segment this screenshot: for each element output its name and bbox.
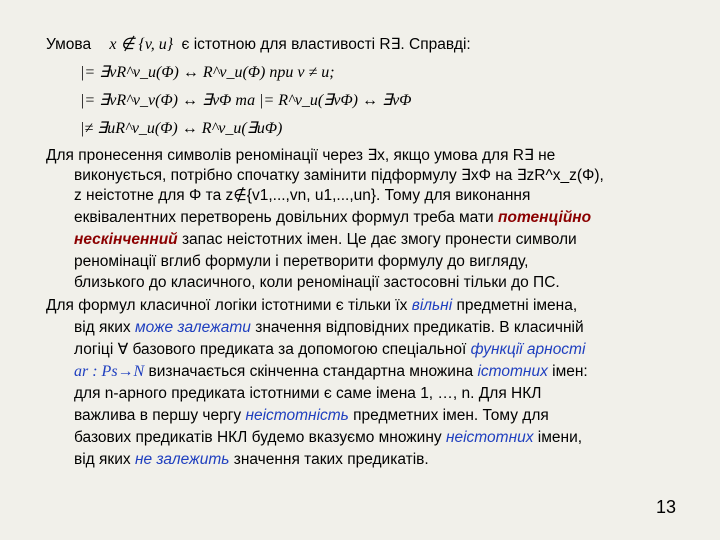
para2-text-13: значення таких предикатів. <box>229 451 429 468</box>
para2-text-1: Для формул класичної логіки істотними є тільки їх <box>46 297 408 314</box>
formula-2: |= ∃vR^v_v(Φ) ↔ ∃vΦ та |= R^v_u(∃vΦ) ↔ ∃vΦ <box>80 92 412 109</box>
para2-line-4 <box>74 362 588 382</box>
para2-text-10: базових предикатів НКЛ будемо вказуємо множину <box>74 429 442 446</box>
para2-line-8 <box>74 450 429 470</box>
para2-line-6 <box>74 406 549 426</box>
term-mozhe-zalezhaty: може залежати <box>134 319 251 336</box>
para2-line-1 <box>46 296 577 316</box>
para2-line-5: для n-арного предиката істотними є саме імена 1, …, n. Для НКЛ <box>74 385 542 402</box>
term-neistotnist: неістотність <box>245 407 349 424</box>
term-funktsii-arnosti: функції арності <box>470 341 586 358</box>
para2-text-6: визначається скінченна стандартна множина <box>144 363 474 380</box>
para2-text-9: предметних імен. Тому для <box>348 407 549 424</box>
para2-text-11: імени, <box>533 429 583 446</box>
para1-line-6: реномінації вглиб формули і перетворити формулу до вигляду, <box>74 253 529 270</box>
term-neistotnykh: неістотних <box>445 429 534 446</box>
term-potentsiyno: потенційно <box>498 209 592 226</box>
para1-line-1: Для пронесення символів реномінації через ∃x, якщо умова для R∃ не <box>46 147 556 164</box>
para2-text-12: від яких <box>74 451 131 468</box>
para2-line-7 <box>74 428 582 448</box>
para2-text-7: імен: <box>547 363 588 380</box>
para2-text-2: предметні імена, <box>452 297 578 314</box>
para1-line-4-text: еквівалентних перетворень довільних формул треба мати <box>74 209 494 226</box>
para2-text-5: логіці ∀ базового предиката за допомогою спеціальної <box>74 341 467 358</box>
term-ne-zalezhyt: не залежить <box>134 451 230 468</box>
formula-3: |≠ ∃uR^v_u(Φ) ↔ R^v_u(∃uΦ) <box>80 120 283 137</box>
para1-line-7: близького до класичного, коли реномінації застосовні тільки до ПС. <box>74 274 560 291</box>
term-neskinchennyi: нескінченний <box>74 231 178 248</box>
condition-prefix: Умова <box>46 36 92 53</box>
term-ar-ps-n: ar : Ps→N <box>74 363 145 380</box>
para2-text-4: значення відповідних предикатів. В класичній <box>250 319 584 336</box>
para1-line-2: виконується, потрібно спочатку замінити підформулу ∃xΦ на ∃zR^x_z(Φ), <box>74 167 604 184</box>
para1-line-5-text: запас неістотних імен. Це дає змогу пронести символи <box>177 231 577 248</box>
para1-line-3: z неістотне для Φ та z∉{v1,...,vn, u1,...,un}. Тому для виконання <box>74 187 531 204</box>
para2-text-8: важлива в першу чергу <box>74 407 242 424</box>
para1-line-5 <box>74 230 577 250</box>
page-number: 13 <box>655 497 676 517</box>
term-istotnykh: істотних <box>477 363 548 380</box>
condition-suffix: є істотною для властивості R∃. Справді: <box>181 36 471 53</box>
para2-line-2 <box>74 318 584 338</box>
condition-math: x ∉ {v, u} <box>109 36 174 53</box>
term-vilni: вільні <box>411 297 453 314</box>
para1-line-4 <box>74 208 591 228</box>
para2-line-3 <box>74 340 585 360</box>
condition-line <box>46 35 471 55</box>
para2-text-3: від яких <box>74 319 131 336</box>
formula-1: |= ∃vR^v_u(Φ) ↔ R^v_u(Φ) при v ≠ u; <box>80 64 335 81</box>
